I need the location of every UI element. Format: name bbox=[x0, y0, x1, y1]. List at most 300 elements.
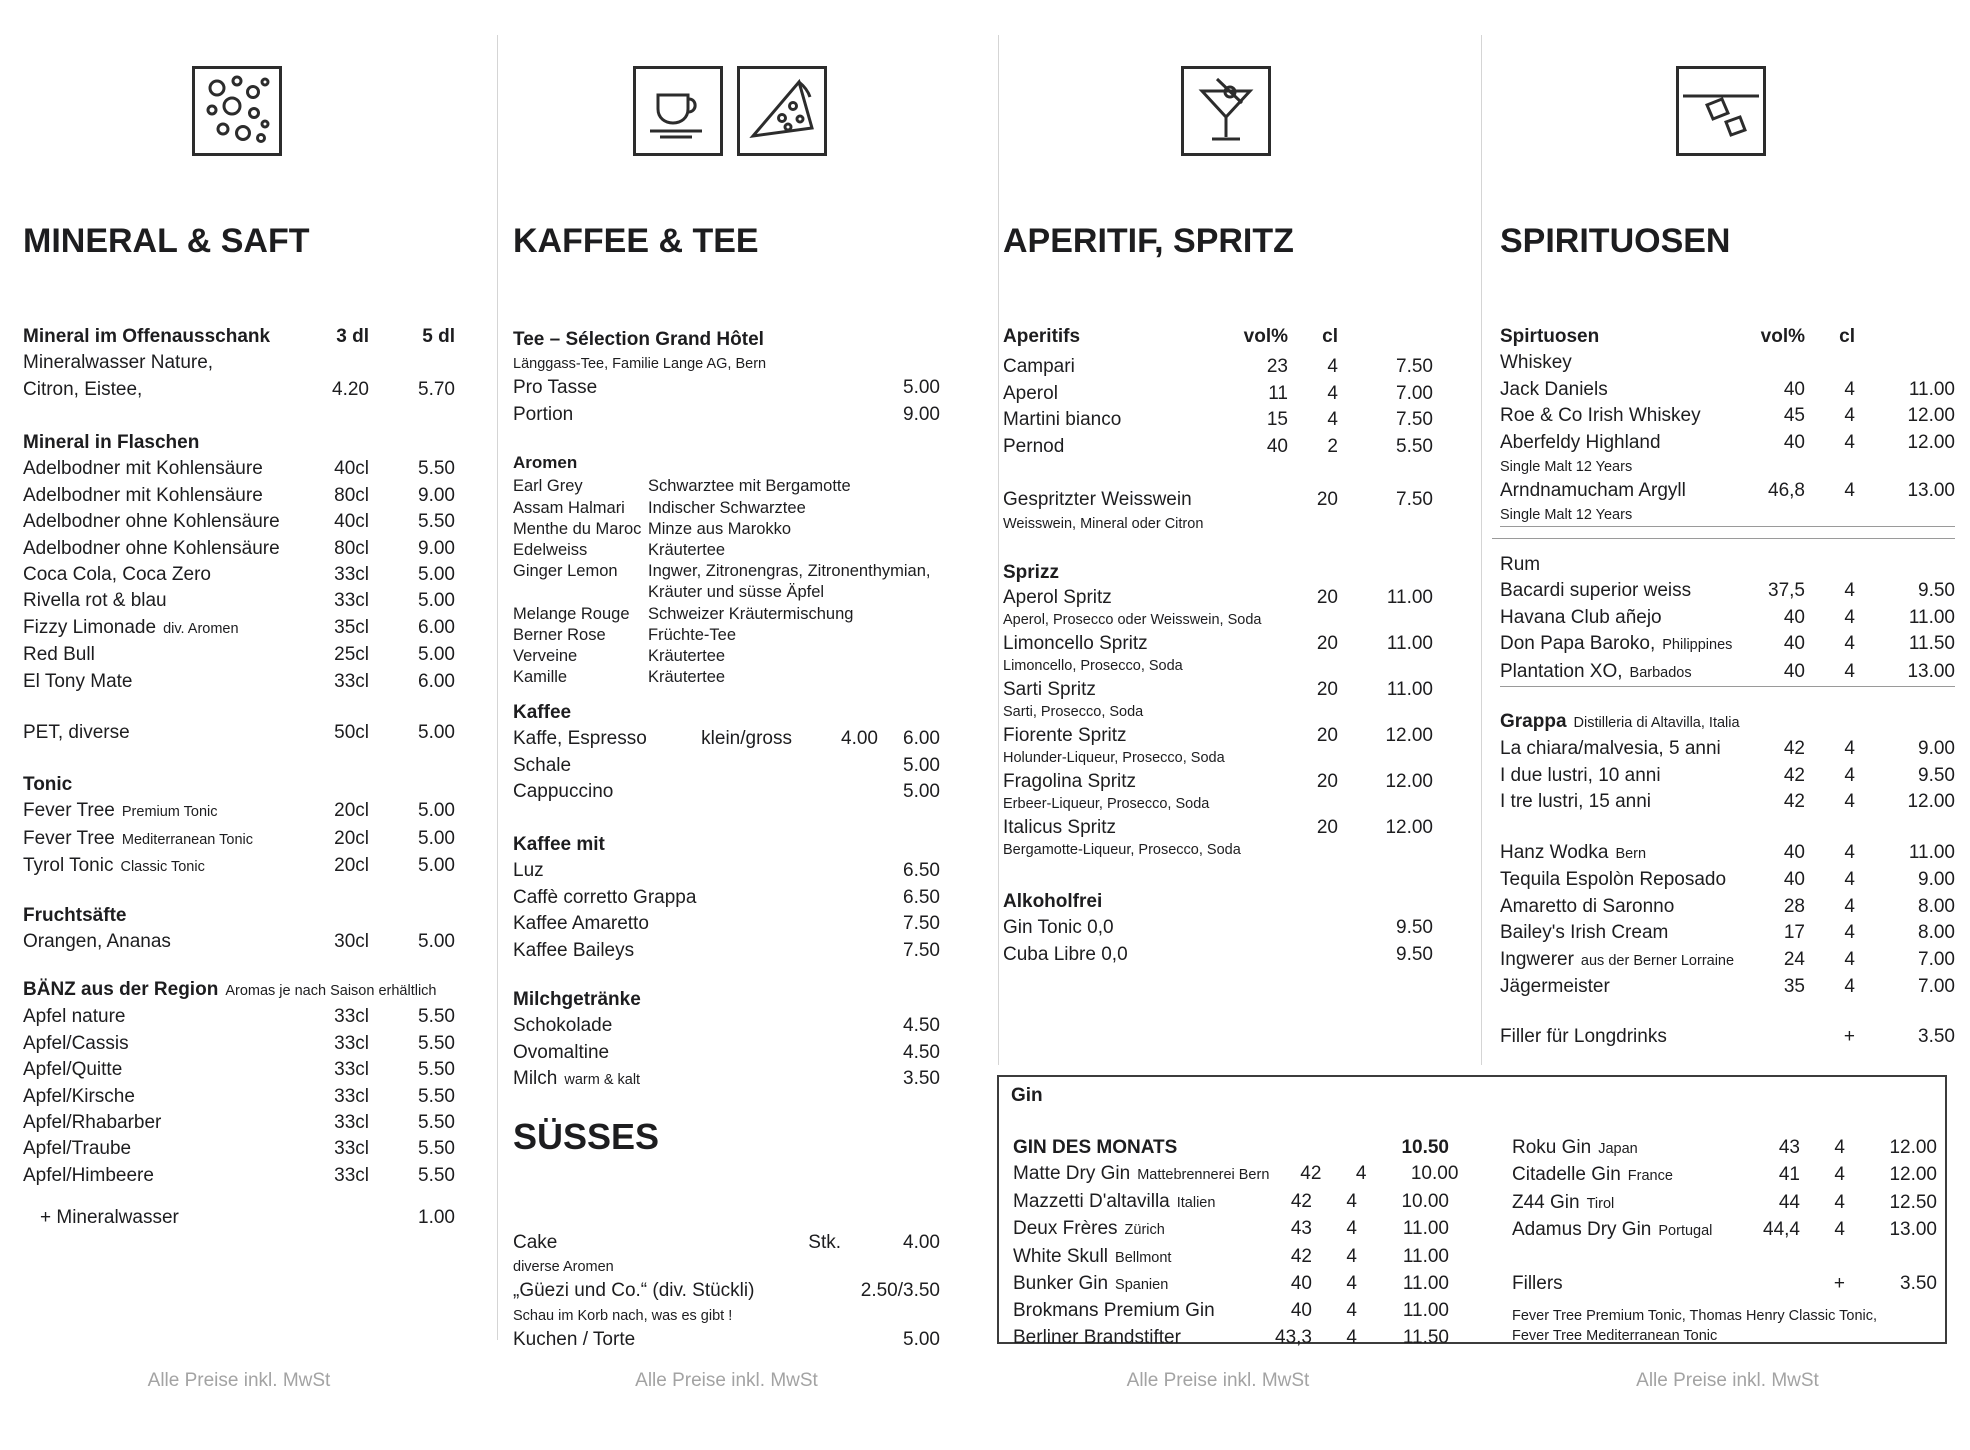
item-name: El Tony Mate bbox=[23, 670, 133, 692]
menu-item bbox=[1500, 605, 1955, 631]
item-name: Mazzetti D'altavilla bbox=[1013, 1190, 1170, 1212]
item-vol: 23 bbox=[1266, 356, 1288, 378]
menu-item bbox=[513, 885, 940, 911]
item-plus: + bbox=[1833, 1272, 1845, 1294]
aroma-name: Berner Rose bbox=[513, 625, 606, 644]
aroma-description: Indischer Schwarztee bbox=[648, 498, 806, 517]
menu-item bbox=[23, 536, 455, 562]
item-price: 4.20 bbox=[332, 378, 369, 400]
item-price: 9.50 bbox=[1396, 943, 1433, 965]
item-size: 20cl bbox=[334, 827, 369, 849]
item-vol: 15 bbox=[1266, 409, 1288, 431]
item-cl: 4 bbox=[1834, 1219, 1845, 1241]
item-vol: 42 bbox=[1300, 1163, 1322, 1185]
item-name: Arndnamucham Argyll bbox=[1500, 480, 1686, 502]
aroma-name: Edelweiss bbox=[513, 541, 588, 560]
menu-item bbox=[23, 1031, 455, 1057]
item-note: France bbox=[1627, 1168, 1673, 1185]
item-vol: 46,8 bbox=[1768, 480, 1805, 502]
item-name: Matte Dry Gin bbox=[1013, 1163, 1131, 1185]
menu-item bbox=[513, 1278, 940, 1326]
item-price: 12.50 bbox=[1889, 1191, 1937, 1213]
item-name: Fillers bbox=[1512, 1272, 1563, 1294]
aroma-name: Menthe du Maroc bbox=[513, 519, 642, 538]
subsection-note: Aromas je nach Saison erhältlich bbox=[225, 983, 437, 999]
item-name: Apfel/Kirsche bbox=[23, 1085, 135, 1107]
item-cl: 4 bbox=[1844, 431, 1855, 453]
item-cl: 4 bbox=[1844, 606, 1855, 628]
item-price: 12.00 bbox=[1889, 1164, 1937, 1186]
item-name: Italicus Spritz bbox=[1003, 817, 1116, 838]
whiskey-section bbox=[1500, 324, 1955, 527]
menu-item bbox=[1500, 659, 1955, 687]
item-note: Mediterranean Tonic bbox=[121, 831, 253, 848]
menu-item bbox=[1003, 942, 1433, 968]
item-size: 33cl bbox=[334, 1085, 369, 1107]
item-cl: 20 bbox=[1316, 817, 1338, 838]
item-price: 10.00 bbox=[1410, 1163, 1459, 1185]
item-name: Caffè corretto Grappa bbox=[513, 886, 697, 908]
menu-item bbox=[513, 753, 940, 779]
item-vol: 45 bbox=[1783, 405, 1805, 427]
item-name: Ingwerer bbox=[1500, 948, 1574, 970]
menu-item bbox=[1003, 769, 1433, 815]
item-price: 9.00 bbox=[1918, 869, 1955, 891]
menu-item bbox=[23, 826, 455, 853]
group-label: Rum bbox=[1500, 554, 1541, 575]
aromen-section bbox=[513, 450, 940, 688]
menu-item bbox=[1003, 677, 1433, 723]
gin-of-the-month-row bbox=[1013, 1135, 1449, 1161]
item-vol: 17 bbox=[1783, 922, 1805, 944]
item-vol: 40 bbox=[1783, 633, 1805, 655]
subsection-heading: Kaffee bbox=[513, 702, 572, 723]
section-title-mineral: MINERAL & SAFT bbox=[23, 222, 310, 260]
item-cl: 4 bbox=[1834, 1191, 1845, 1213]
item-price: 12.00 bbox=[1889, 1137, 1937, 1158]
item-description: Limoncello, Prosecco, Soda bbox=[1003, 658, 1183, 674]
menu-item bbox=[23, 456, 455, 482]
item-description: Single Malt 12 Years bbox=[1500, 507, 1633, 524]
cocktail-icon bbox=[1181, 66, 1271, 156]
item-name: Tequila Espolòn Reposado bbox=[1500, 869, 1727, 891]
item-price: 12.00 bbox=[1385, 725, 1433, 746]
aroma-name: Earl Grey bbox=[513, 477, 583, 496]
item-name: Roku Gin bbox=[1512, 1137, 1592, 1158]
item-price: 2.50/3.50 bbox=[860, 1280, 940, 1302]
item-price: 8.00 bbox=[1918, 895, 1955, 917]
menu-item bbox=[513, 1066, 940, 1093]
item-description: Erbeer-Liqueur, Prosecco, Soda bbox=[1003, 796, 1210, 812]
item-name: Ovomaltine bbox=[513, 1041, 610, 1063]
item-name: Sarti Spritz bbox=[1003, 679, 1096, 700]
item-cl: 4 bbox=[1346, 1326, 1357, 1348]
item-unit: Stk. bbox=[808, 1232, 841, 1253]
menu-item bbox=[1013, 1298, 1449, 1324]
item-size: 33cl bbox=[334, 564, 369, 586]
pet-section bbox=[23, 720, 455, 746]
item-name: Pernod bbox=[1003, 435, 1065, 457]
item-price: 7.00 bbox=[1918, 948, 1955, 970]
item-name: Deux Frères bbox=[1013, 1218, 1118, 1240]
bubbles-icon bbox=[192, 66, 282, 156]
item-name: Fever Tree bbox=[23, 827, 115, 849]
item-name: Z44 Gin bbox=[1512, 1191, 1580, 1213]
item-description: Bergamotte-Liqueur, Prosecco, Soda bbox=[1003, 842, 1241, 858]
footer-note: Alle Preise inkl. MwSt bbox=[1126, 1370, 1310, 1391]
item-vol: 44,4 bbox=[1763, 1219, 1800, 1241]
item-size: 33cl bbox=[334, 1164, 369, 1186]
item-name: La chiara/malvesia, 5 anni bbox=[1500, 738, 1721, 760]
menu-item bbox=[1003, 434, 1433, 460]
item-description: Sarti, Prosecco, Soda bbox=[1003, 704, 1144, 720]
menu-item bbox=[23, 1110, 455, 1136]
item-name: Plantation XO, bbox=[1500, 660, 1623, 682]
fillers-note: Fever Tree Mediterranean Tonic bbox=[1512, 1328, 1718, 1345]
item-size: 80cl bbox=[334, 537, 369, 559]
gin-right-list bbox=[1512, 1135, 1937, 1346]
item-price: 7.50 bbox=[1396, 356, 1433, 378]
alkoholfrei-section bbox=[1003, 889, 1433, 968]
aroma-description: Minze aus Marokko bbox=[648, 519, 792, 538]
item-name: GIN DES MONATS bbox=[1013, 1137, 1178, 1158]
menu-item bbox=[513, 375, 940, 401]
item-price: 5.70 bbox=[418, 378, 455, 400]
item-name: Jägermeister bbox=[1500, 976, 1610, 998]
section-rule bbox=[1492, 538, 1955, 539]
item-vol: 11 bbox=[1268, 382, 1288, 404]
vol-column-header: vol% bbox=[1760, 326, 1805, 347]
item-name: Kaffee Amaretto bbox=[513, 913, 649, 935]
item-vol: 40 bbox=[1290, 1273, 1312, 1295]
item-note: Bern bbox=[1615, 846, 1647, 862]
menu-item bbox=[1512, 1190, 1937, 1217]
whiskey-glass-icon bbox=[1676, 66, 1766, 156]
item-note: div. Aromen bbox=[163, 620, 239, 637]
menu-item bbox=[23, 509, 455, 535]
subsection-heading: Mineral im Offenausschank bbox=[23, 326, 271, 347]
subsection-note: Distilleria di Altavilla, Italia bbox=[1573, 715, 1740, 731]
item-price: 3.50 bbox=[903, 1068, 940, 1090]
item-price: 6.00 bbox=[418, 616, 455, 638]
item-name: Bailey's Irish Cream bbox=[1500, 922, 1669, 944]
menu-item bbox=[1500, 763, 1955, 789]
item-price: 9.50 bbox=[1396, 917, 1433, 939]
item-cl: 4 bbox=[1844, 660, 1855, 682]
item-size: 33cl bbox=[334, 1138, 369, 1160]
item-price: 13.00 bbox=[1889, 1219, 1937, 1241]
item-name: Martini bianco bbox=[1003, 409, 1122, 431]
item-cl: 4 bbox=[1327, 356, 1338, 378]
menu-item bbox=[1500, 403, 1955, 429]
item-price: 5.00 bbox=[418, 827, 455, 849]
item-price: 7.50 bbox=[1396, 489, 1433, 510]
item-description: Schau im Korb nach, was es gibt ! bbox=[513, 1307, 733, 1324]
item-cl: 4 bbox=[1346, 1245, 1357, 1267]
item-name: Aberfeldy Highland bbox=[1500, 431, 1661, 453]
item-price: 11.00 bbox=[1402, 1245, 1449, 1267]
flaschen-section bbox=[23, 430, 455, 695]
item-price-small bbox=[816, 779, 878, 805]
aroma-name: Ginger Lemon bbox=[513, 562, 618, 581]
item-name: Hanz Wodka bbox=[1500, 842, 1609, 863]
item-price: 5.00 bbox=[418, 722, 455, 743]
item-cl: 4 bbox=[1844, 378, 1855, 400]
item-name: Filler für Longdrinks bbox=[1500, 1026, 1667, 1047]
menu-item bbox=[23, 1004, 455, 1030]
subsection-heading: BÄNZ aus der Region bbox=[23, 979, 219, 1000]
menu-item bbox=[23, 669, 455, 695]
item-cl: 4 bbox=[1834, 1164, 1845, 1186]
menu-item bbox=[23, 929, 455, 955]
item-name: Adelbodner ohne Kohlensäure bbox=[23, 511, 280, 533]
item-price: 12.00 bbox=[1907, 791, 1955, 813]
item-price: 11.00 bbox=[1386, 587, 1433, 608]
tee-section bbox=[513, 327, 940, 428]
item-description: Aperol, Prosecco oder Weisswein, Soda bbox=[1003, 612, 1262, 628]
menu-item bbox=[1013, 1216, 1449, 1243]
item-vol: 40 bbox=[1783, 660, 1805, 682]
kaffee-section bbox=[513, 700, 940, 806]
menu-item bbox=[23, 720, 455, 746]
item-name: Apfel/Traube bbox=[23, 1138, 132, 1160]
item-name: Amaretto di Saronno bbox=[1500, 895, 1675, 917]
item-name: Citadelle Gin bbox=[1512, 1164, 1621, 1186]
item-vol: 40 bbox=[1783, 869, 1805, 891]
item-name: Gespritzter Weisswein bbox=[1003, 489, 1192, 510]
item-note: Tirol bbox=[1586, 1195, 1615, 1212]
item-price: 5.00 bbox=[903, 754, 940, 776]
gespritzter-section bbox=[1003, 487, 1433, 535]
item-cl: 4 bbox=[1346, 1300, 1357, 1322]
item-note: Italien bbox=[1176, 1194, 1216, 1211]
item-price: 12.00 bbox=[1907, 405, 1955, 427]
subsection-heading: Milchgetränke bbox=[513, 989, 641, 1010]
menu-item bbox=[513, 1327, 940, 1353]
item-description: Single Malt 12 Years bbox=[1500, 459, 1633, 476]
item-plus: + bbox=[1843, 1026, 1855, 1047]
aroma-description: Schwarztee mit Bergamotte bbox=[648, 477, 851, 496]
subsection-heading: Mineral in Flaschen bbox=[23, 432, 200, 453]
item-price: 5.00 bbox=[418, 931, 455, 953]
item-name: Bunker Gin bbox=[1013, 1273, 1109, 1295]
menu-item bbox=[1500, 377, 1955, 403]
item-size: 50cl bbox=[334, 722, 369, 743]
item-price: 3.50 bbox=[1900, 1272, 1937, 1294]
item-price: 11.00 bbox=[1402, 1218, 1449, 1240]
item-name: Adelbodner ohne Kohlensäure bbox=[23, 537, 280, 559]
column-divider bbox=[497, 35, 498, 1340]
footer-note: Alle Preise inkl. MwSt bbox=[1636, 1370, 1819, 1391]
menu-item bbox=[1003, 723, 1433, 769]
item-name: Milch bbox=[513, 1068, 558, 1090]
item-cl: 20 bbox=[1316, 489, 1338, 510]
aroma-description: Kräutertee bbox=[648, 541, 726, 560]
item-name: Kaffee Baileys bbox=[513, 939, 635, 961]
menu-item bbox=[1013, 1244, 1449, 1271]
item-name: + Mineralwasser bbox=[40, 1207, 179, 1228]
subsection-heading: Sprizz bbox=[1003, 562, 1059, 583]
item-name: PET, diverse bbox=[23, 722, 130, 743]
column-divider bbox=[1481, 35, 1482, 1065]
item-name: Berliner Brandstifter bbox=[1013, 1326, 1181, 1348]
item-cl: 4 bbox=[1844, 895, 1855, 917]
menu-item bbox=[1013, 1325, 1449, 1351]
item-vol: 42 bbox=[1783, 791, 1805, 813]
item-price: 11.00 bbox=[1908, 842, 1955, 863]
menu-item bbox=[513, 402, 940, 428]
item-price: 5.50 bbox=[418, 1138, 455, 1160]
item-note: Zürich bbox=[1124, 1222, 1165, 1239]
cl-column-header: cl bbox=[1322, 326, 1338, 347]
menu-item bbox=[23, 1163, 455, 1189]
menu-item bbox=[1500, 840, 1955, 867]
item-price: 11.50 bbox=[1908, 633, 1955, 655]
suesses-section bbox=[513, 1230, 940, 1353]
item-name: Brokmans Premium Gin bbox=[1013, 1300, 1215, 1322]
menu-item bbox=[23, 642, 455, 668]
item-name: I due lustri, 10 anni bbox=[1500, 764, 1661, 786]
item-cl: 4 bbox=[1346, 1190, 1357, 1212]
item-cl: 4 bbox=[1834, 1137, 1845, 1158]
item-price: 12.00 bbox=[1385, 771, 1433, 792]
item-price: 10.50 bbox=[1401, 1137, 1449, 1158]
item-note: aus der Berner Lorraine bbox=[1580, 952, 1735, 969]
item-cl: 4 bbox=[1327, 409, 1338, 431]
item-price: 12.00 bbox=[1907, 431, 1955, 453]
item-name: Mineralwasser Nature, bbox=[23, 352, 214, 374]
cake-slice-icon bbox=[737, 66, 827, 156]
item-cl: 4 bbox=[1844, 842, 1855, 863]
menu-item bbox=[1500, 578, 1955, 604]
subsection-note: Länggass-Tee, Familie Lange AG, Bern bbox=[513, 356, 767, 373]
item-price: 3.50 bbox=[1918, 1026, 1955, 1047]
item-price: 5.00 bbox=[418, 855, 455, 877]
item-price: 7.50 bbox=[903, 913, 940, 935]
item-vol: 40 bbox=[1783, 431, 1805, 453]
item-price: 6.00 bbox=[418, 670, 455, 692]
gin-box-label: Gin bbox=[1011, 1085, 1043, 1106]
item-price: 5.00 bbox=[418, 644, 455, 666]
aroma-description: Kräutertee bbox=[648, 668, 726, 687]
milchgetraenke-section bbox=[513, 987, 940, 1094]
item-name: Red Bull bbox=[23, 644, 95, 666]
menu-item bbox=[1500, 478, 1955, 527]
item-vol: 43,3 bbox=[1275, 1326, 1312, 1348]
menu-item bbox=[1003, 381, 1433, 407]
subsection-heading: Alkoholfrei bbox=[1003, 891, 1103, 912]
item-price: 11.50 bbox=[1402, 1326, 1449, 1348]
menu-item bbox=[1500, 631, 1955, 658]
item-price: 11.00 bbox=[1908, 378, 1955, 400]
item-name: Apfel/Quitte bbox=[23, 1059, 123, 1081]
menu-item bbox=[513, 726, 940, 752]
item-note: Bellmont bbox=[1115, 1249, 1172, 1266]
subsection-heading: Aperitifs bbox=[1003, 326, 1081, 347]
menu-item bbox=[23, 562, 455, 588]
menu-item bbox=[1013, 1271, 1449, 1298]
item-price: 11.00 bbox=[1386, 679, 1433, 700]
menu-item bbox=[1512, 1162, 1937, 1189]
item-name: Orangen, Ananas bbox=[23, 931, 171, 953]
kaffee-mit-section bbox=[513, 832, 940, 964]
subsection-heading: Aromen bbox=[513, 453, 578, 472]
item-vol: 44 bbox=[1778, 1191, 1800, 1213]
item-name: Cuba Libre 0,0 bbox=[1003, 943, 1128, 965]
item-cl: 2 bbox=[1327, 435, 1338, 457]
item-vol: 42 bbox=[1783, 738, 1805, 760]
item-size: 25cl bbox=[334, 644, 369, 666]
item-note: Portugal bbox=[1658, 1223, 1713, 1240]
item-name: „Güezi und Co.“ (div. Stückli) bbox=[513, 1280, 755, 1302]
fillers-note: Fever Tree Premium Tonic, Thomas Henry Classic Tonic, bbox=[1512, 1308, 1878, 1325]
menu-item bbox=[1500, 894, 1955, 920]
item-name: Roe & Co Irish Whiskey bbox=[1500, 405, 1701, 427]
item-name: Schale bbox=[513, 754, 572, 776]
item-price-small bbox=[816, 753, 878, 779]
item-price: 5.50 bbox=[418, 1059, 455, 1081]
item-size: 20cl bbox=[334, 800, 369, 822]
aroma-description: Schweizer Kräutermischung bbox=[648, 604, 854, 623]
section-title-aperitif: APERITIF, SPRITZ bbox=[1003, 222, 1294, 260]
item-price: 9.00 bbox=[418, 537, 455, 559]
item-name: Kaffe, Espresso bbox=[513, 728, 647, 750]
gin-left-list bbox=[1013, 1135, 1459, 1351]
subsection-heading: Grappa bbox=[1500, 711, 1567, 732]
item-price: 6.50 bbox=[903, 860, 940, 882]
item-note: Philippines bbox=[1662, 637, 1733, 654]
rum-section bbox=[1500, 552, 1955, 687]
item-name: Havana Club añejo bbox=[1500, 606, 1662, 628]
item-vol: 28 bbox=[1783, 895, 1805, 917]
subsection-heading: Fruchtsäfte bbox=[23, 905, 127, 926]
item-name: Schokolade bbox=[513, 1015, 613, 1037]
item-price: 7.00 bbox=[1918, 976, 1955, 998]
item-name: Adelbodner mit Kohlensäure bbox=[23, 458, 263, 480]
item-name: Tyrol Tonic bbox=[23, 855, 114, 877]
item-name: Adamus Dry Gin bbox=[1512, 1219, 1652, 1241]
item-note: Mattebrennerei Bern bbox=[1137, 1167, 1270, 1184]
item-name: Bacardi superior weiss bbox=[1500, 580, 1692, 602]
item-vol: 37,5 bbox=[1768, 580, 1805, 602]
tea-aroma-row bbox=[513, 604, 940, 625]
item-size: 33cl bbox=[334, 590, 369, 612]
column-kaffee-tee bbox=[513, 0, 940, 1450]
item-size: 80cl bbox=[334, 484, 369, 506]
tea-aroma-row bbox=[513, 646, 940, 667]
item-price: 9.00 bbox=[903, 403, 940, 425]
item-price: 9.00 bbox=[1918, 738, 1955, 760]
item-vol: 43 bbox=[1778, 1137, 1800, 1158]
menu-item bbox=[23, 483, 455, 509]
item-vol: 40 bbox=[1266, 435, 1288, 457]
menu-item bbox=[1003, 815, 1433, 861]
tea-aroma-row bbox=[513, 519, 940, 540]
item-vol: 24 bbox=[1783, 948, 1805, 970]
menu-item bbox=[513, 1013, 940, 1039]
item-size: 33cl bbox=[334, 1059, 369, 1081]
item-name: I tre lustri, 15 anni bbox=[1500, 791, 1652, 813]
item-price: 11.00 bbox=[1402, 1273, 1449, 1295]
item-cl: 4 bbox=[1327, 382, 1338, 404]
item-note: Classic Tonic bbox=[120, 859, 205, 876]
item-name: Apfel/Cassis bbox=[23, 1032, 129, 1054]
item-price: 4.50 bbox=[903, 1015, 940, 1037]
footer-note: Alle Preise inkl. MwSt bbox=[635, 1370, 818, 1391]
fruchtsaefte-section bbox=[23, 903, 455, 956]
item-name: Apfel/Himbeere bbox=[23, 1164, 154, 1186]
coffee-cup-icon bbox=[633, 66, 723, 156]
